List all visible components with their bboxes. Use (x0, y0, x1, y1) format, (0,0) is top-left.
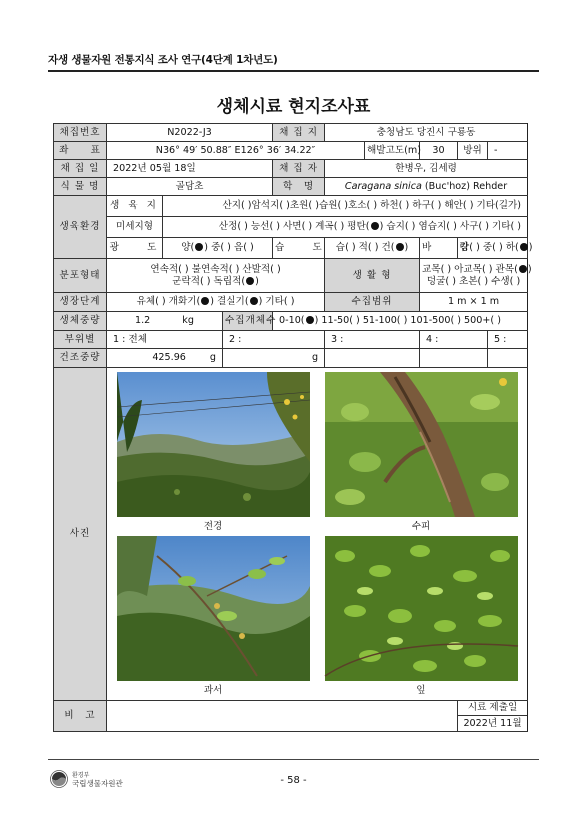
life-form-text-b: ) (527, 264, 532, 275)
selected-mark-icon (396, 243, 404, 251)
selected-mark-icon (201, 297, 209, 305)
part-3-num: 3 : (331, 333, 344, 345)
distribution-text-a: 군락적( ) 독립적( (172, 275, 246, 287)
photo-landscape (117, 372, 310, 517)
wind-text-a: 강( ) 중( ) 하( (460, 242, 519, 254)
moisture-text-a: 습( ) 적( ) 건( (335, 242, 395, 254)
micro-terrain-text-a: 산정( ) 능선( ) 사면( ) 계곡( ) 평탄( (218, 221, 370, 233)
growth-site-label: 생 육 지 (107, 196, 163, 217)
leaf-image (325, 536, 518, 681)
biomass-label: 생체중량 (54, 312, 107, 331)
row-biomass (54, 312, 528, 331)
selected-mark-icon (250, 297, 258, 305)
row-collection-no (54, 124, 528, 142)
report-header: 자생 생물자원 전통지식 조사 연구(4단계 1차년도) (48, 54, 278, 66)
aspect-label: 방위 (458, 142, 488, 160)
scientific-name-label: 학 명 (273, 178, 325, 196)
part-5-num: 5 : (494, 333, 507, 345)
dry-weight-cell-5 (488, 349, 528, 368)
life-form-line-2: 덩굴( ) 초본( ) 수생( ) (426, 275, 521, 287)
collection-date-value: 2022년 05월 18일 (107, 160, 273, 178)
selected-mark-icon (519, 265, 527, 273)
collection-date-label: 채 집 일 (54, 160, 107, 178)
row-coords (54, 142, 528, 160)
photo-leaf (325, 536, 518, 681)
row-remarks (54, 701, 528, 732)
plant-name-label: 식 물 명 (54, 178, 107, 196)
growth-stage-text-b: ) 결실기( (210, 296, 249, 308)
life-form-line-1 (422, 264, 532, 276)
plant-name-value: 골담초 (107, 178, 273, 196)
dry-weight-value: 425.96 (152, 352, 186, 364)
dry-weight-label: 건조중량 (54, 349, 107, 368)
caption-bark: 수피 (411, 521, 431, 532)
dry-weight-cell-2 (223, 349, 325, 368)
light-text-a: 양( (181, 242, 195, 254)
specimen-count-text-b: ) 11-50( ) 51-100( ) 101-500( ) 500+( ) (314, 315, 501, 327)
org-line-1: 환경부 (72, 772, 90, 779)
light-label: 광 도 (107, 238, 163, 259)
moisture-options (325, 238, 420, 259)
collection-no-label: 채집번호 (54, 124, 107, 142)
micro-terrain-label: 미세지형 (107, 217, 163, 238)
row-parts (54, 331, 528, 349)
submission-date: 2022년 11월 (463, 718, 522, 729)
distribution-options (107, 259, 325, 293)
scientific-name-author: (Buc'hoz) Rehder (421, 180, 508, 192)
wind-options (458, 238, 533, 259)
row-growth-site (54, 196, 528, 217)
growth-stage-text-a: 유체( ) 개화기( (136, 296, 201, 308)
photo-area (107, 368, 528, 701)
survey-form-table (53, 123, 533, 732)
dry-weight-cell-4 (420, 349, 488, 368)
wind-label: 바 람 (420, 238, 458, 259)
collection-no-value: N2022-J3 (107, 124, 273, 142)
row-plant-name (54, 178, 528, 196)
bark-image (325, 372, 518, 517)
coords-label: 좌 표 (54, 142, 107, 160)
form-title: 생체시료 현지조사표 (216, 97, 371, 117)
row-dry-weight (54, 349, 528, 368)
light-text-b: ) 중( ) 음( ) (204, 242, 254, 254)
row-growth-stage (54, 293, 528, 312)
footer-divider (48, 759, 539, 760)
selected-mark-icon (246, 277, 254, 285)
part-label: 부위별 (54, 331, 107, 349)
moisture-label: 습 도 (273, 238, 325, 259)
growth-stage-label: 생장단계 (54, 293, 107, 312)
habitat-label: 생육환경 (54, 196, 107, 259)
caption-landscape: 전경 (203, 521, 223, 532)
biomass-unit: kg (182, 315, 194, 327)
row-date (54, 160, 528, 178)
collection-range-value: 1 m × 1 m (420, 293, 528, 312)
life-form-options (420, 259, 532, 293)
growth-site-options: 산지( )암석지( )초원( )습원( )호소( ) 하천( ) 하구( ) 해안( ) 기타(길가) (163, 196, 528, 217)
collector-value: 한병우, 김세령 (325, 160, 528, 178)
row-micro-terrain (54, 217, 528, 238)
dry-weight-cell (107, 349, 223, 368)
submission-label: 시료 제출일 (458, 701, 527, 716)
wind-text-b: ) (528, 242, 533, 254)
collection-site-label: 채 집 지 (273, 124, 325, 142)
altitude-value: 30 (420, 142, 458, 160)
photo-label: 사진 (54, 368, 107, 701)
selected-mark-icon (520, 243, 528, 251)
row-photos (54, 368, 528, 701)
part-1 (107, 331, 223, 349)
micro-terrain-text-b: ) 습지( ) 염습지( ) 사구( ) 기타( ) (379, 221, 522, 233)
moisture-text-b: ) (404, 242, 409, 254)
distribution-label: 분포형태 (54, 259, 107, 293)
specimen-count-text-a: 0-10( (279, 315, 305, 327)
photo-bark (325, 372, 518, 517)
growth-stage-options (107, 293, 325, 312)
part-2-num: 2 : (229, 333, 242, 345)
biomass-cell (107, 312, 223, 331)
aspect-value: - (488, 142, 528, 160)
caption-leaf: 잎 (416, 685, 426, 696)
part-3 (325, 331, 420, 349)
dry-weight-cell-3 (325, 349, 420, 368)
life-form-label: 생 활 형 (325, 259, 420, 293)
growth-stage-text-c: ) 기타( ) (258, 296, 295, 308)
collection-site-value: 충청남도 당진시 구룡동 (325, 124, 528, 142)
distribution-line-1: 연속적( ) 불연속적( ) 산발적( ) (150, 264, 281, 275)
distribution-line-2 (109, 276, 322, 288)
header-divider (48, 70, 539, 72)
selected-mark-icon (306, 316, 314, 324)
micro-terrain-options (163, 217, 528, 238)
row-distribution (54, 259, 528, 293)
part-1-name: 전체 (128, 333, 147, 345)
dry-weight-unit-2: g (311, 352, 319, 364)
part-5 (488, 331, 528, 349)
selected-mark-icon (195, 243, 203, 251)
distribution-text-b: ) (255, 275, 259, 287)
page-number: - 58 - (280, 775, 307, 786)
landscape-image (117, 372, 310, 517)
remarks-label: 비 고 (54, 701, 107, 732)
specimen-count-options (273, 312, 528, 331)
submission-cell (458, 701, 528, 732)
fruit-image (117, 536, 310, 681)
light-options (163, 238, 273, 259)
coords-value: N36° 49′ 50.88″ E126° 36′ 34.22″ (107, 142, 365, 160)
remarks-value (107, 701, 458, 732)
collection-range-label: 수집범위 (325, 293, 420, 312)
collector-label: 채 집 자 (273, 160, 325, 178)
biomass-value: 1.2 (135, 315, 151, 327)
row-light-moisture-wind (54, 238, 528, 259)
part-2 (223, 331, 325, 349)
part-4 (420, 331, 488, 349)
dry-weight-unit: g (209, 352, 216, 364)
part-1-num: 1 : (113, 333, 126, 345)
caption-fruit: 과서 (203, 685, 223, 696)
org-line-2: 국립생물자원관 (72, 779, 123, 788)
photo-fruit (117, 536, 310, 681)
specimen-count-label: 수집개체수 (223, 312, 273, 331)
selected-mark-icon (371, 222, 379, 230)
altitude-label: 해발고도(m) (365, 142, 420, 160)
scientific-name-genus-species: Caragana sinica (344, 180, 422, 192)
scientific-name-value (325, 178, 528, 196)
life-form-text-a: 교목( ) 아교목( ) 관목( (422, 264, 518, 275)
part-4-num: 4 : (426, 333, 439, 345)
